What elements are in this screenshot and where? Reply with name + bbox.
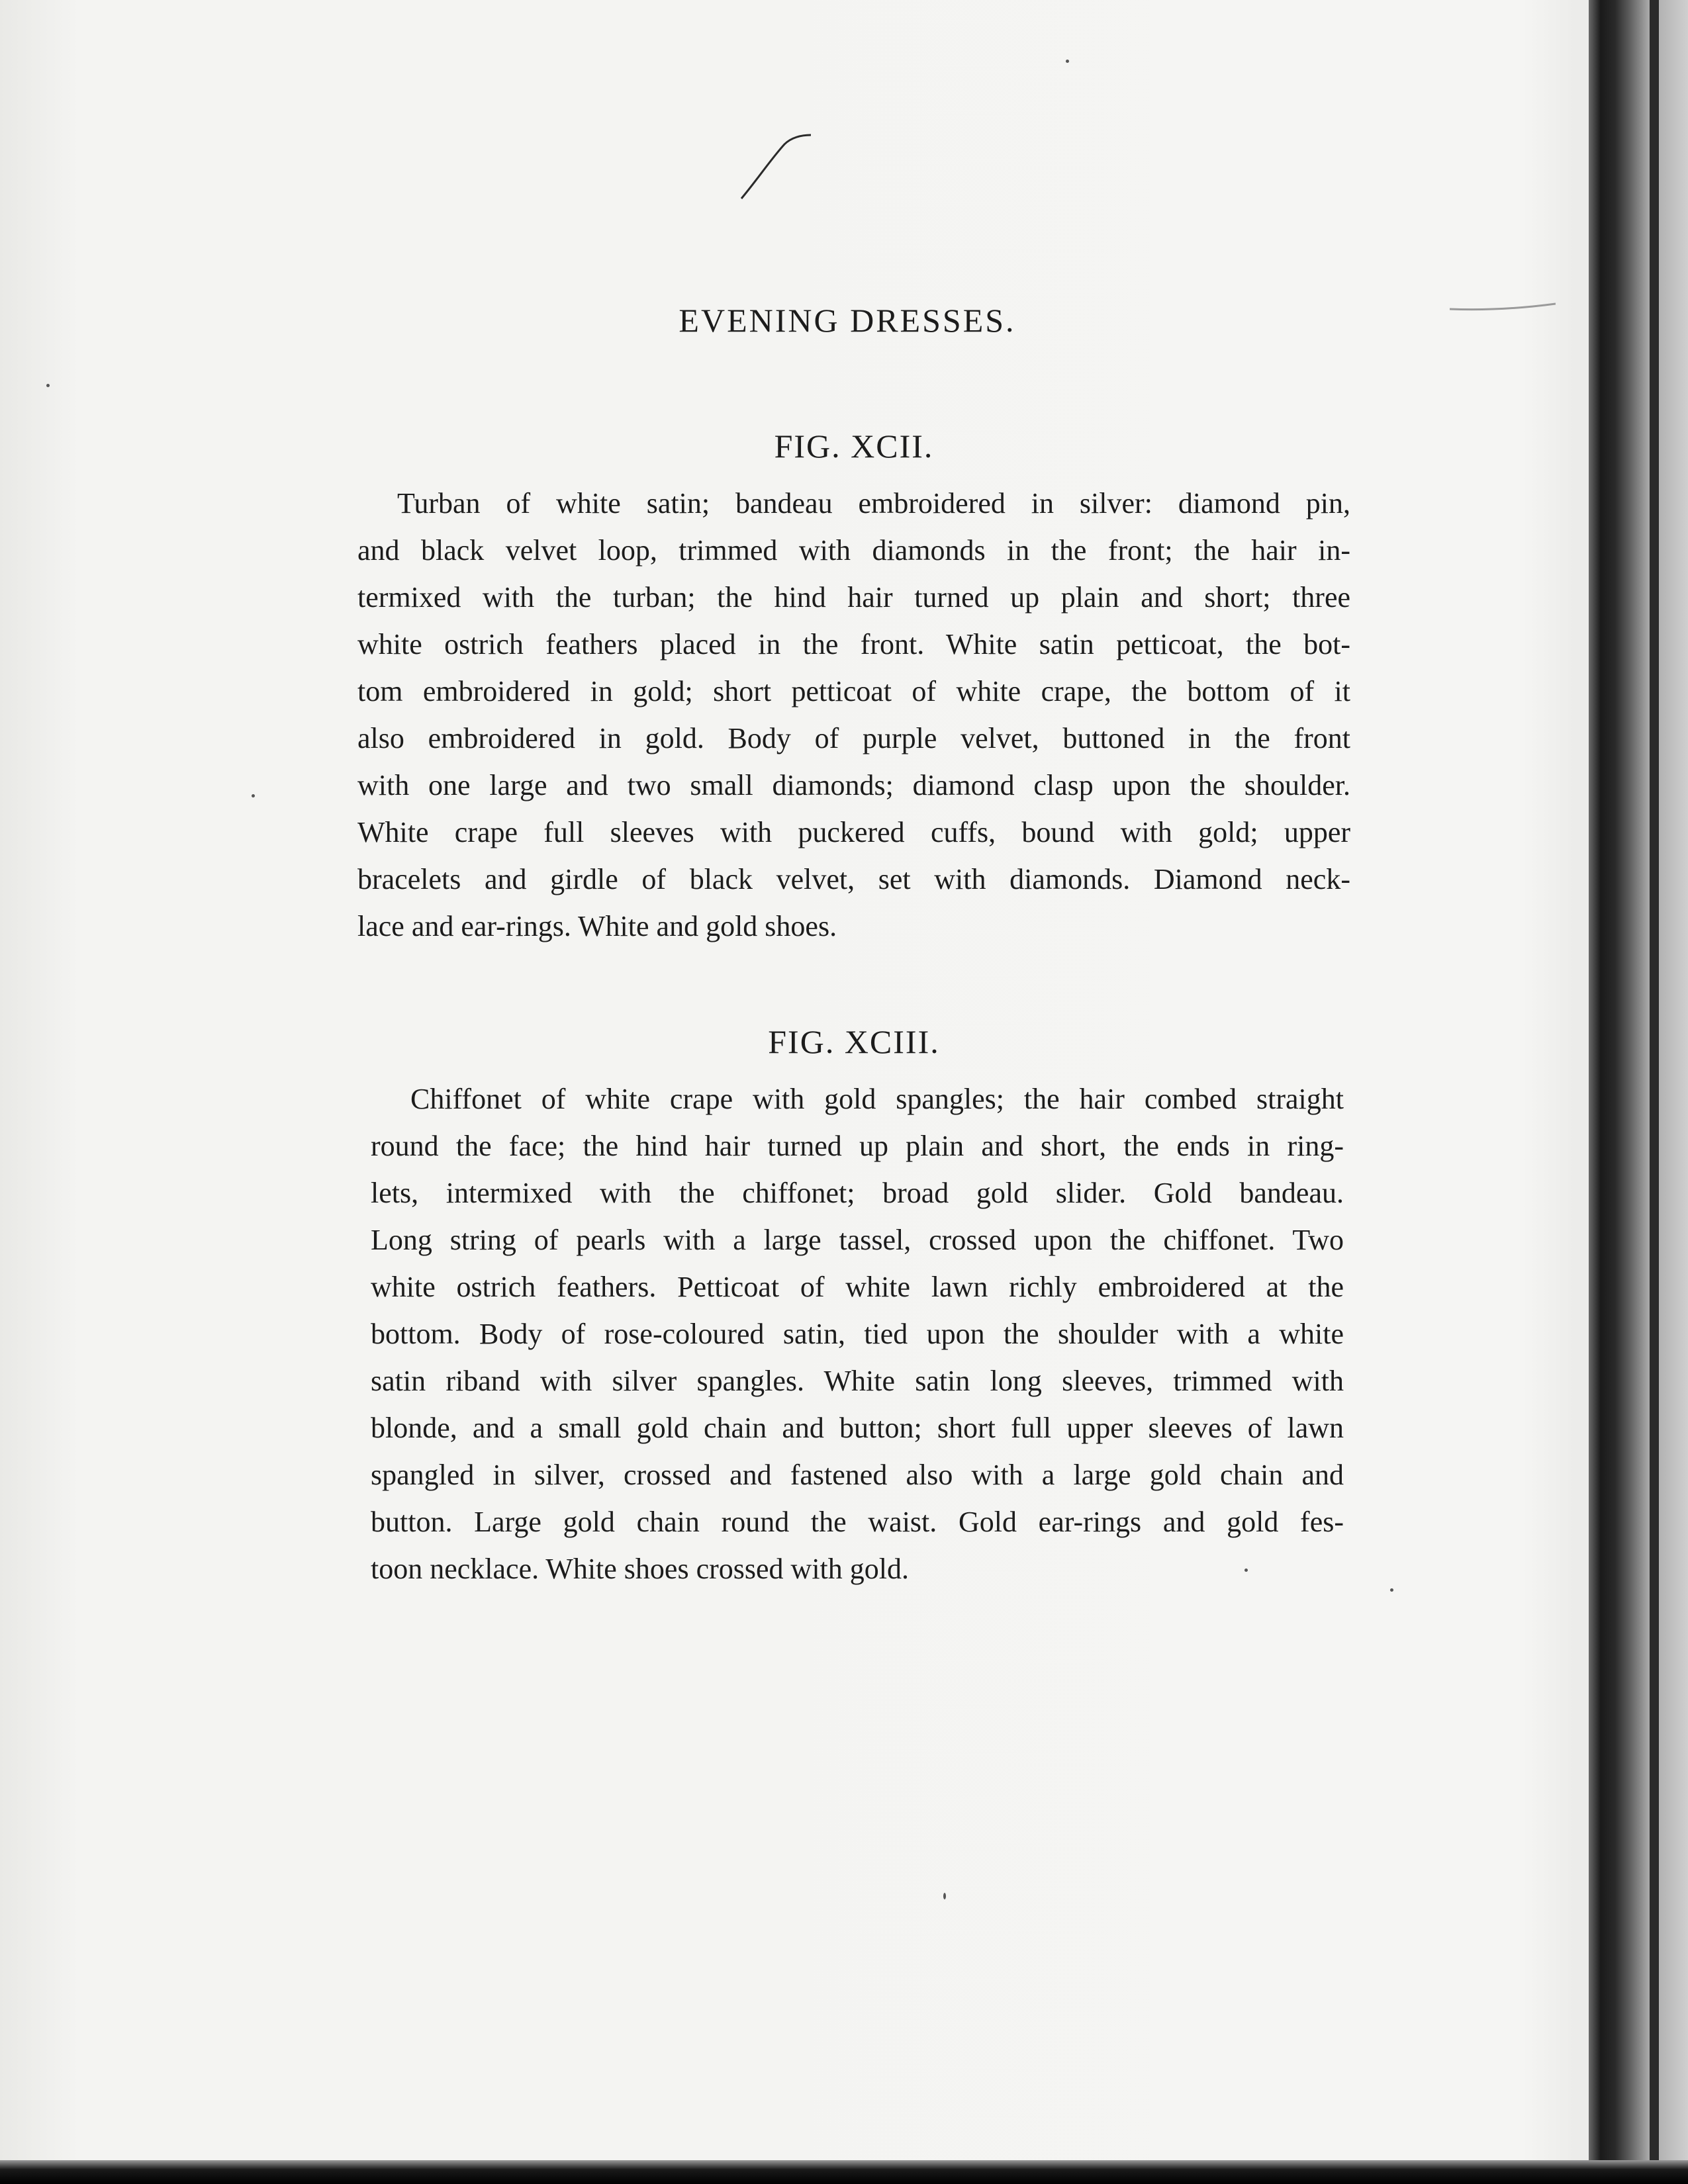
pencil-mark-icon — [738, 132, 818, 205]
speck — [943, 1893, 946, 1899]
text-line: Chiffonet of white crape with gold spangles; the hair combed straight — [410, 1083, 1344, 1115]
text-line: toon necklace. White shoes crossed with gold. — [371, 1553, 909, 1585]
text-line: and black velvet loop, trimmed with diamonds in the front; the hair in- — [357, 534, 1350, 567]
speck — [1066, 60, 1069, 63]
stray-mark — [1450, 301, 1556, 314]
text-line: satin riband with silver spangles. White satin long sleeves, trimmed with — [371, 1365, 1344, 1397]
text-line: bottom. Body of rose-coloured satin, tied upon the shoulder with a white — [371, 1318, 1344, 1350]
speck — [46, 384, 50, 387]
text-line: Turban of white satin; bandeau embroidered in silver: diamond pin, — [397, 487, 1350, 520]
text-line: lace and ear-rings. White and gold shoes. — [357, 910, 837, 942]
speck — [1390, 1588, 1393, 1592]
speck — [1244, 1569, 1248, 1572]
text-line: round the face; the hind hair turned up plain and short, the ends in ring- — [371, 1130, 1344, 1162]
binding-edge — [1589, 0, 1688, 2184]
text-line: White crape full sleeves with puckered cuffs, bound with gold; upper — [357, 816, 1350, 848]
fig-93-description — [371, 1075, 1344, 1592]
text-line: bracelets and girdle of black velvet, set with diamonds. Diamond neck- — [357, 863, 1350, 895]
bottom-edge — [0, 2160, 1688, 2184]
text-line: button. Large gold chain round the waist. Gold ear-rings and gold fes- — [371, 1506, 1344, 1538]
text-line: termixed with the turban; the hind hair turned up plain and short; three — [357, 581, 1350, 614]
text-line: white ostrich feathers. Petticoat of white lawn richly embroidered at the — [371, 1271, 1344, 1303]
fig-92-heading: FIG. XCII. — [774, 428, 934, 465]
text-line: lets, intermixed with the chiffonet; broad gold slider. Gold bandeau. — [371, 1177, 1344, 1209]
text-line: also embroidered in gold. Body of purple velvet, buttoned in the front — [357, 722, 1350, 754]
text-line: Long string of pearls with a large tassel, crossed upon the chiffonet. Two — [371, 1224, 1344, 1256]
fig-92-description — [357, 480, 1350, 950]
text-line: spangled in silver, crossed and fastened also with a large gold chain and — [371, 1459, 1344, 1491]
text-line: white ostrich feathers placed in the front. White satin petticoat, the bot- — [357, 628, 1350, 660]
speck — [252, 794, 255, 797]
text-line: tom embroidered in gold; short petticoat of white crape, the bottom of it — [357, 675, 1350, 707]
text-line: blonde, and a small gold chain and button; short full upper sleeves of lawn — [371, 1412, 1344, 1444]
page-title: EVENING DRESSES. — [679, 302, 1016, 339]
fig-93-heading: FIG. XCIII. — [768, 1023, 940, 1060]
text-line: with one large and two small diamonds; diamond clasp upon the shoulder. — [357, 769, 1350, 801]
